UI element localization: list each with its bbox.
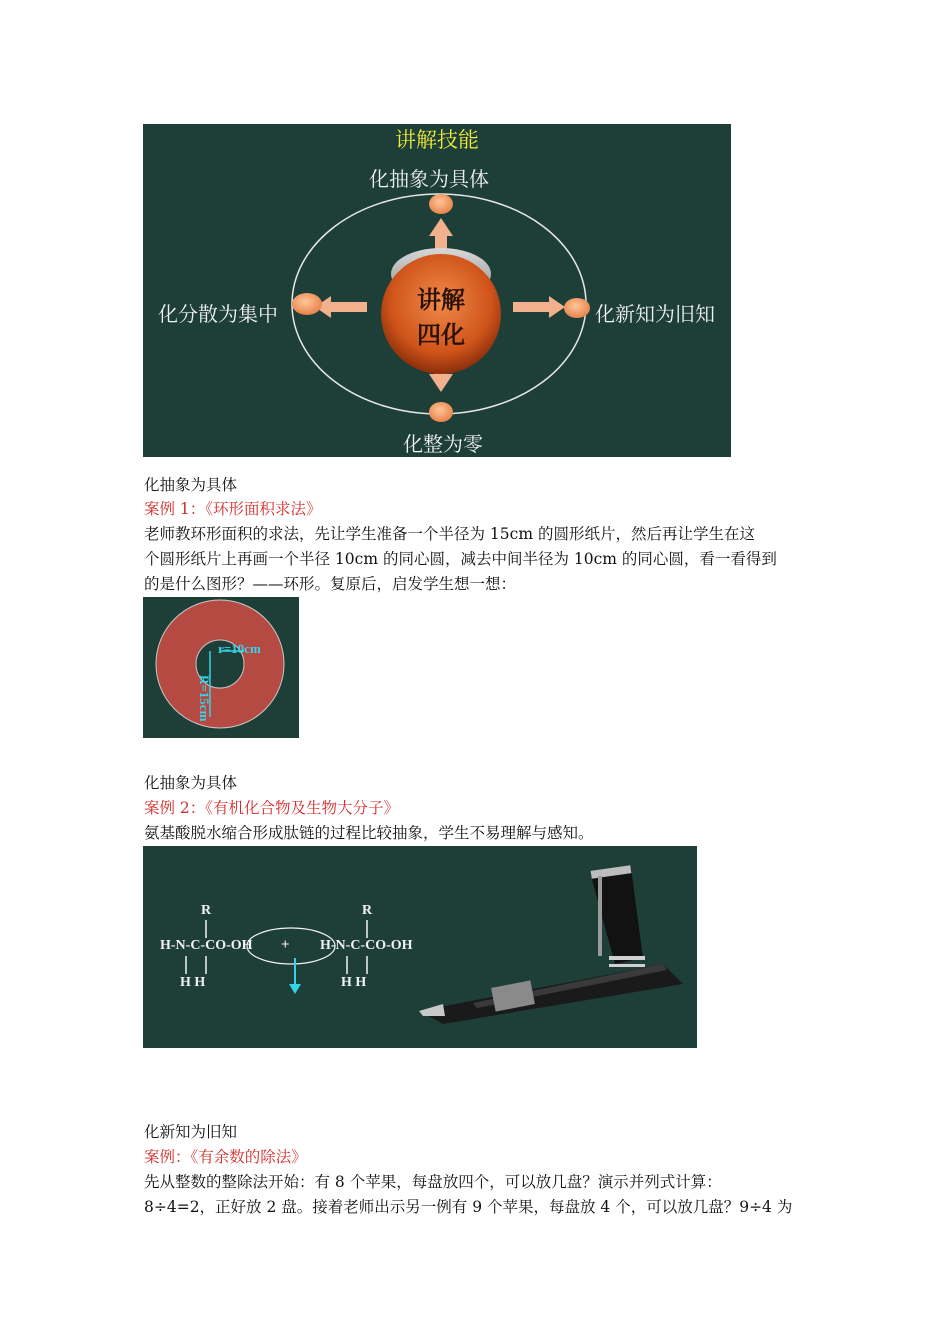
ring-figure [143,597,299,738]
section3-case: 案例：《有余数的除法》 [144,1148,307,1166]
ring-svg [143,597,299,738]
r-label: r=10cm [218,641,261,656]
center-line1: 讲解 [417,286,465,314]
section3-body-line1: 先从整数的整除法开始：有 8 个苹果，每盘放四个，可以放几盘？演示并列式计算： [144,1173,722,1191]
section1-heading: 化抽象为具体 [144,476,238,494]
left-group-label: H-N-C-CO-OH [160,938,253,953]
bottom-dot [429,402,453,422]
section1-case: 案例 1：《环形面积求法》 [144,500,322,518]
right-label: 化新知为旧知 [595,302,715,326]
top-dot [429,194,453,214]
R2-label: R [362,903,373,918]
h-left-label: H H [180,975,206,990]
section3-heading: 化新知为旧知 [144,1123,238,1141]
bottom-label: 化整为零 [403,432,483,456]
diagram-title: 讲解技能 [395,128,479,152]
plus-label: + [281,937,290,953]
left-label: 化分散为集中 [158,302,278,326]
R-label: R=15cm [197,675,212,722]
section2-body-line1: 氨基酸脱水缩合形成肽链的过程比较抽象，学生不易理解与感知。 [144,824,594,842]
section1-body-line1: 老师教环形面积的求法，先让学生准备一个半径为 15cm 的圆形纸片，然后再让学生在这 [144,525,755,543]
section3-body-line2: 8÷4=2，正好放 2 盘。接着老师出示另一例有 9 个苹果，每盘放 4 个，可以放几盘？9÷4 为 [144,1198,793,1216]
right-dot [564,298,590,318]
section2-case: 案例 2：《有机化合物及生物大分子》 [144,799,400,817]
h-right-label: H H [341,975,367,990]
R1-label: R [201,903,212,918]
amino-acid-figure [143,846,697,1048]
left-dot [292,293,322,315]
section1-body-line2: 个圆形纸片上再画一个半径 10cm 的同心圆，减去中间半径为 10cm 的同心圆，看一看得到 [144,550,777,568]
right-group-label: H-N-C-CO-OH [320,938,413,953]
section2-heading: 化抽象为具体 [144,774,238,792]
explain-skills-diagram [143,124,731,457]
top-label: 化抽象为具体 [369,167,489,191]
section1-body-line3: 的是什么图形？——环形。复原后，启发学生想一想： [144,575,517,593]
water-arrow-head [289,984,301,994]
pen [419,865,683,1024]
center-line2: 四化 [417,321,465,349]
